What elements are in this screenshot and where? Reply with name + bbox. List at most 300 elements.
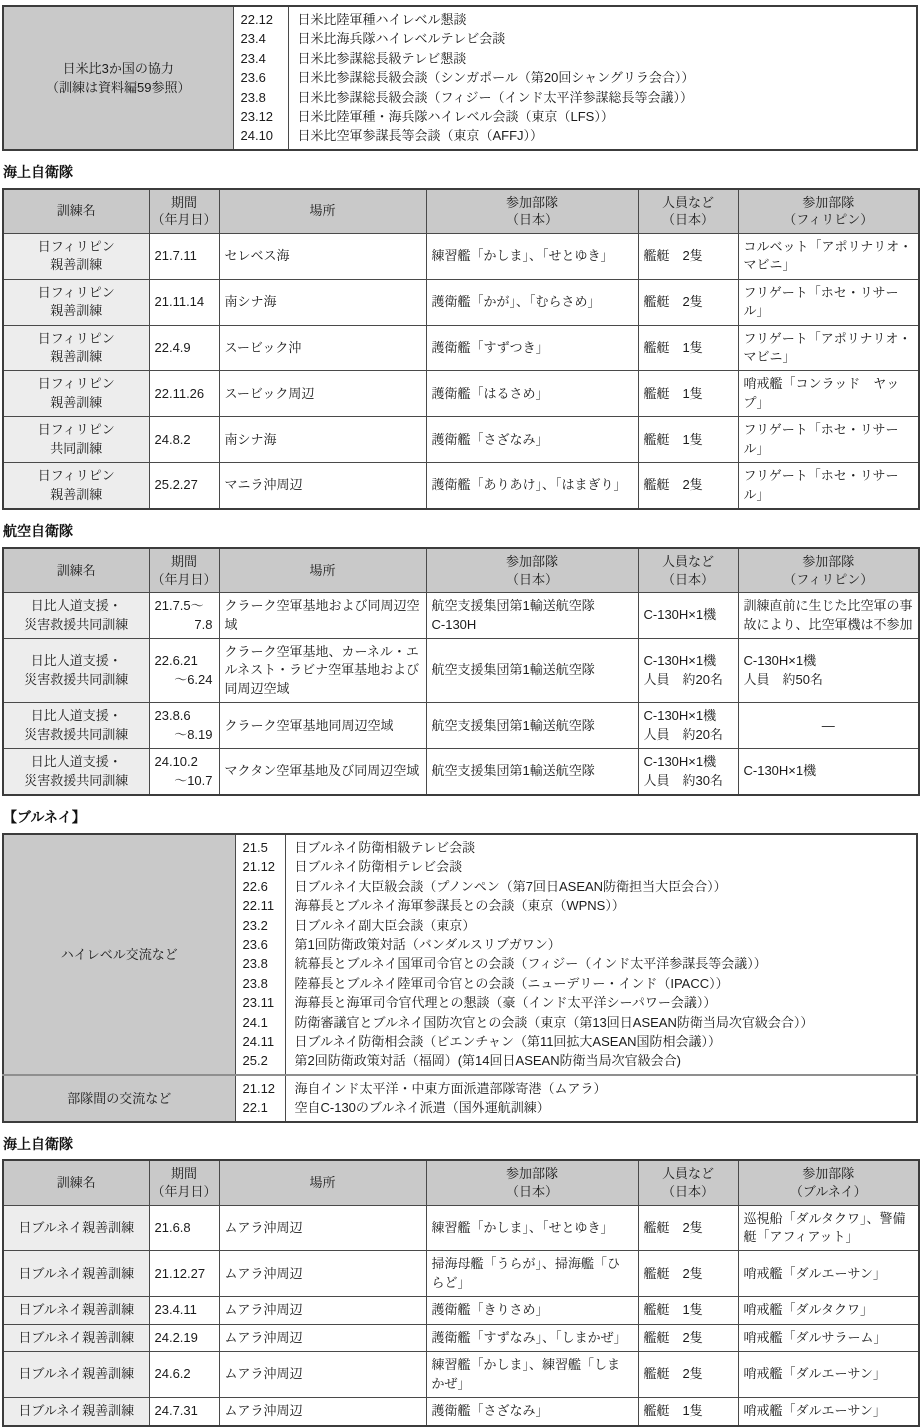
table-row <box>3 325 919 371</box>
brunei-exchanges-table <box>2 833 918 1123</box>
event-date: 23.4 <box>240 50 266 66</box>
event-date: 23.2 <box>242 917 268 933</box>
table-cell <box>426 1297 638 1324</box>
cell-line: 南シナ海 <box>224 293 277 309</box>
cell-line: 災害救援共同訓練 <box>24 726 129 742</box>
cell-line: 哨戒艦「ダルサラーム」 <box>743 1329 887 1345</box>
table-cell <box>738 279 919 325</box>
cell-line: 親善訓練 <box>50 303 103 319</box>
cell-line: 参加部隊 <box>802 1166 855 1182</box>
cell-line: 場所 <box>309 1175 336 1191</box>
event-date: 22.6 <box>242 878 268 894</box>
table-cell <box>738 638 919 702</box>
trilateral-cooperation-table <box>2 5 918 151</box>
cell-line: ムアラ沖周辺 <box>224 1265 303 1281</box>
column-header <box>149 189 219 234</box>
section-title-asdf-philippines: 航空自衛隊 <box>3 523 73 540</box>
table-cell <box>738 1352 919 1398</box>
cell-line: 場所 <box>309 203 336 219</box>
event-date: 22.12 <box>240 12 274 27</box>
table-row <box>3 1297 919 1324</box>
cell-line: 航空支援集団第1輸送航空隊 <box>431 662 595 678</box>
table-cell <box>638 1398 738 1426</box>
cell-line: 24.10.2 <box>154 754 198 770</box>
table-cell <box>738 325 919 371</box>
cell-line: 艦艇 2隻 <box>643 1265 703 1281</box>
cell-line: 艦艇 2隻 <box>643 293 703 309</box>
asdf-philippines-training-table <box>2 547 920 796</box>
cell-line: 艦艇 2隻 <box>643 247 703 263</box>
cell-line: 23.4.11 <box>154 1302 197 1318</box>
cell-line: 21.7.11 <box>154 247 197 263</box>
column-header <box>738 1160 919 1205</box>
cell-line: 航空支援集団第1輸送航空隊 <box>431 717 595 733</box>
event-descriptions-cell <box>285 834 917 1075</box>
table-cell <box>638 463 738 509</box>
column-header <box>219 548 426 593</box>
cell-line: C-130H×1機 <box>643 653 717 669</box>
cell-line: 艦艇 2隻 <box>643 1329 703 1345</box>
cell-line: 艦艇 2隻 <box>643 1219 703 1235</box>
cell-line: 期間 <box>170 1166 197 1182</box>
table-cell <box>219 638 426 702</box>
cell-line: 護衛艦「さざなみ」 <box>431 431 549 447</box>
event-text: 日米比空軍参謀長等会談（東京（AFFJ）） <box>297 128 544 144</box>
cell-line: 災害救援共同訓練 <box>24 772 129 788</box>
cell-line: 護衛艦「さざなみ」 <box>431 1403 549 1419</box>
cell-line: ムアラ沖周辺 <box>224 1302 303 1318</box>
table-row <box>3 638 919 702</box>
table-cell <box>149 1251 219 1297</box>
table-cell <box>426 417 638 463</box>
table-cell <box>219 325 426 371</box>
event-date: 21.12 <box>242 1080 276 1096</box>
cell-line: 護衛艦「すずなみ」、「しまかぜ」 <box>431 1329 627 1345</box>
table-cell <box>219 1352 426 1398</box>
cell-line: ～8.19 <box>174 726 213 742</box>
cell-line: 日ブルネイ親善訓練 <box>18 1265 135 1281</box>
cell-line: ～6.24 <box>174 671 213 687</box>
column-header <box>219 1160 426 1205</box>
cell-line: 人員など <box>661 194 714 210</box>
cell-line: 艦艇 1隻 <box>643 1302 703 1318</box>
cell-line: 日フィリピン <box>37 284 115 300</box>
cell-line: （日本） <box>661 212 714 228</box>
cell-line: 人員 約50名 <box>743 671 823 687</box>
table-cell <box>738 1324 919 1351</box>
event-text: 空自C-130のブルネイ派遣（国外運航訓練） <box>294 1100 550 1116</box>
cell-line: 21.12.27 <box>154 1265 206 1281</box>
cell-line: C-130H <box>431 616 477 632</box>
cell-line: 哨戒艦「ダルエーサン」 <box>743 1403 886 1419</box>
event-date: 23.4 <box>240 31 266 47</box>
table-cell <box>149 1324 219 1351</box>
table-cell <box>219 1251 426 1297</box>
cell-line: 日ブルネイ親善訓練 <box>18 1366 135 1382</box>
cell-line: 23.8.6 <box>154 708 191 724</box>
table-cell <box>426 1398 638 1426</box>
column-header <box>638 189 738 234</box>
cell-line: 哨戒艦「ダルエーサン」 <box>743 1265 886 1281</box>
event-text: 陸幕長とブルネイ陸軍司令官との会談（ニューデリー・インド（IPACC）） <box>294 975 729 991</box>
column-header <box>3 1160 149 1205</box>
column-header <box>426 189 638 234</box>
cell-line: 哨戒艦「ダルタクワ」 <box>743 1302 873 1318</box>
column-header <box>149 548 219 593</box>
cell-line: 護衛艦「ありあけ」、「はまぎり」 <box>431 477 627 493</box>
table-cell <box>638 638 738 702</box>
event-text: 日ブルネイ防衛相テレビ会談 <box>294 859 463 875</box>
table-cell <box>638 749 738 795</box>
table-cell <box>638 279 738 325</box>
table-row <box>3 1205 919 1251</box>
cell-line: クラーク空軍基地、カーネル・エルネスト・ラビナ空軍基地および同周辺空域 <box>224 643 420 696</box>
cell-line: フリゲート「ホセ・リサール」 <box>743 468 899 502</box>
cell-line: クラーク空軍基地同周辺空域 <box>224 717 394 733</box>
table-cell <box>426 1352 638 1398</box>
cell-line: 24.7.31 <box>154 1403 198 1419</box>
cell-line: ムアラ沖周辺 <box>224 1366 303 1382</box>
document-page <box>2 0 918 1427</box>
cell-line: 24.8.2 <box>154 431 191 447</box>
section-title-msdf-philippines: 海上自衛隊 <box>3 163 73 180</box>
cell-line: 人員 約20名 <box>643 671 723 687</box>
cell-line: マクタン空軍基地及び同周辺空域 <box>224 763 420 779</box>
table-cell <box>219 1205 426 1251</box>
cell-line: 艦艇 1隻 <box>643 431 703 447</box>
cell-line: （日本） <box>661 571 714 587</box>
event-text: 統幕長とブルネイ国軍司令官との会談（フィジー（インド太平洋参謀長等会議）） <box>294 956 767 972</box>
column-header <box>638 1160 738 1205</box>
event-dates-cell <box>233 6 288 150</box>
cell-line: （年月日） <box>151 571 217 587</box>
table-cell <box>738 1205 919 1251</box>
table-cell <box>219 371 426 417</box>
cell-line: 22.11.26 <box>154 385 205 401</box>
table-cell <box>3 417 149 463</box>
cell-line: 日比人道支援・ <box>30 598 122 614</box>
column-header <box>738 189 919 234</box>
table-cell <box>219 593 426 639</box>
event-date: 21.5 <box>242 839 268 855</box>
cell-line: セレベス海 <box>224 247 290 263</box>
event-text: 日ブルネイ防衛相会談（ビエンチャン（第11回拡大ASEAN国防相会議）） <box>294 1034 722 1049</box>
cell-line: 参加部隊 <box>505 1166 558 1182</box>
table-cell <box>738 463 919 509</box>
table-row <box>3 1251 919 1297</box>
table-cell <box>219 749 426 795</box>
cell-line: コルベット「アポリナリオ・マビニ」 <box>743 238 913 273</box>
cell-line: 日ブルネイ親善訓練 <box>18 1329 135 1345</box>
table-cell <box>219 1324 426 1351</box>
table-cell <box>638 1251 738 1297</box>
event-date: 23.12 <box>240 109 274 125</box>
table-cell <box>738 703 919 749</box>
event-date: 22.11 <box>242 898 275 914</box>
event-text: 海自インド太平洋・中東方面派遣部隊寄港（ムアラ） <box>294 1080 607 1096</box>
cell-line: （訓練は資料編59参照） <box>46 79 191 95</box>
table-row <box>3 1352 919 1398</box>
table-cell <box>738 1398 919 1426</box>
table-cell <box>638 1205 738 1251</box>
column-header <box>638 548 738 593</box>
cell-line: （日本） <box>505 571 558 587</box>
event-date: 21.12 <box>242 859 276 875</box>
cell-line: 日比人道支援・ <box>30 653 122 669</box>
cell-line: 日フィリピン <box>37 330 115 346</box>
cell-line: （年月日） <box>151 212 217 228</box>
cell-line: 巡視船「ダルタクワ」、警備艇「アフィアット」 <box>743 1210 906 1244</box>
table-row <box>3 703 919 749</box>
cell-line: 人員など <box>661 553 714 569</box>
cell-line: 訓練直前に生じた比空軍の事故により、比空軍機は不参加 <box>743 598 913 632</box>
table-cell <box>149 1352 219 1398</box>
table-cell <box>149 371 219 417</box>
table-row <box>3 749 919 795</box>
table-cell <box>219 233 426 279</box>
cell-line: 参加部隊 <box>802 194 855 210</box>
event-row-group <box>3 1075 917 1122</box>
msdf-brunei-training-table <box>2 1159 920 1426</box>
table-cell <box>3 233 149 279</box>
event-text: 日米比陸軍種ハイレベル懇談 <box>297 12 467 27</box>
event-text: 第2回防衛政策対話（福岡）(第14回日ASEAN防衛当局次官級会合) <box>294 1053 681 1069</box>
cell-line: ムアラ沖周辺 <box>224 1329 303 1345</box>
cell-line: 7.8 <box>194 616 213 632</box>
table-cell <box>638 1352 738 1398</box>
table-cell <box>149 749 219 795</box>
event-dates-cell <box>235 1075 285 1122</box>
table-row <box>3 593 919 639</box>
table-cell <box>3 1205 149 1251</box>
cell-line: 災害救援共同訓練 <box>24 671 129 687</box>
event-date: 24.11 <box>242 1034 275 1049</box>
event-date: 25.2 <box>242 1053 268 1069</box>
cell-line: フリゲート「ホセ・リサール」 <box>743 422 899 456</box>
column-header <box>3 189 149 234</box>
table-cell <box>149 593 219 639</box>
table-cell <box>426 233 638 279</box>
cell-line: 22.4.9 <box>154 339 191 355</box>
table-cell <box>3 463 149 509</box>
table-cell <box>426 593 638 639</box>
cell-line: 日ブルネイ親善訓練 <box>18 1403 135 1419</box>
event-text: 日ブルネイ大臣級会談（プノンペン（第7回日ASEAN防衛担当大臣会合）） <box>294 878 727 894</box>
table-cell <box>3 593 149 639</box>
table-row <box>3 417 919 463</box>
table-cell <box>149 279 219 325</box>
event-text: 日米比参謀総長級会談（フィジー（インド太平洋参謀総長等会議）） <box>297 89 693 105</box>
table-row <box>3 233 919 279</box>
msdf-philippines-training-table <box>2 188 920 511</box>
cell-line: 日フィリピン <box>37 376 115 392</box>
table-cell <box>149 703 219 749</box>
event-text: 日米比陸軍種・海兵隊ハイレベル会談（東京（LFS）） <box>297 109 614 125</box>
table-cell <box>638 703 738 749</box>
cell-line: 訓練名 <box>56 1175 96 1191</box>
cell-line: スービック周辺 <box>224 385 315 401</box>
cell-line: クラーク空軍基地および同周辺空域 <box>224 598 420 632</box>
group-label-cell <box>3 1075 235 1122</box>
table-cell <box>738 1297 919 1324</box>
column-header <box>219 189 426 234</box>
table-cell <box>426 749 638 795</box>
cell-line: 掃海母艦「うらが」、掃海艦「ひらど」 <box>431 1256 621 1290</box>
group-label-cell <box>3 834 235 1075</box>
cell-line: 21.7.5～ <box>154 598 204 614</box>
table-cell <box>3 749 149 795</box>
table-cell <box>149 1205 219 1251</box>
cell-line: 25.2.27 <box>154 477 198 493</box>
table-row <box>3 463 919 509</box>
cell-line: （日本） <box>505 212 558 228</box>
table-cell <box>738 417 919 463</box>
cell-line: ハイレベル交流など <box>60 946 178 962</box>
cell-line: C-130H×1機 <box>743 653 817 669</box>
cell-line: 日ブルネイ親善訓練 <box>18 1219 135 1235</box>
cell-line: 練習艦「かしま」、練習艦「しまかぜ」 <box>431 1357 621 1391</box>
table-cell <box>426 279 638 325</box>
cell-line: 日ブルネイ親善訓練 <box>18 1302 135 1318</box>
table-cell <box>149 1297 219 1324</box>
header-row <box>3 1160 919 1205</box>
cell-line: （日本） <box>661 1183 714 1199</box>
table-cell <box>149 233 219 279</box>
cell-line: 護衛艦「かが」、「むらさめ」 <box>431 293 601 309</box>
cell-line: 共同訓練 <box>50 440 103 456</box>
cell-line: 日比人道支援・ <box>30 754 122 770</box>
event-descriptions-cell <box>288 6 917 150</box>
table-cell <box>738 371 919 417</box>
event-text: 防衛審議官とブルネイ国防次官との会談（東京（第13回日ASEAN防衛当局次官級会合）） <box>294 1014 814 1030</box>
table-cell <box>149 325 219 371</box>
table-cell <box>426 325 638 371</box>
cell-line: 期間 <box>170 194 197 210</box>
table-cell <box>3 325 149 371</box>
table-cell <box>3 1251 149 1297</box>
cell-line: 艦艇 1隻 <box>643 385 703 401</box>
table-cell <box>426 1324 638 1351</box>
cell-line: 人員など <box>661 1166 714 1182</box>
cell-line: 日フィリピン <box>37 238 115 254</box>
table-cell <box>149 417 219 463</box>
cell-line: C-130H×1機 <box>643 708 717 724</box>
event-date: 23.8 <box>242 956 268 972</box>
cell-line: 日フィリピン <box>37 468 115 484</box>
table-cell <box>638 593 738 639</box>
table-row <box>3 1398 919 1426</box>
cell-line: 訓練名 <box>56 562 96 578</box>
table-cell <box>3 1352 149 1398</box>
cell-line: 訓練名 <box>56 203 96 219</box>
table-cell <box>638 371 738 417</box>
table-cell <box>149 638 219 702</box>
cell-line: 護衛艦「すずつき」 <box>431 339 549 355</box>
event-date: 23.6 <box>242 936 268 952</box>
cell-line: 親善訓練 <box>50 349 103 364</box>
cell-line: スービック沖 <box>224 339 302 355</box>
cell-line: C-130H×1機 <box>643 754 717 770</box>
column-header <box>149 1160 219 1205</box>
cell-line: 航空支援集団第1輸送航空隊 <box>431 763 595 779</box>
cell-line: 練習艦「かしま」、「せとゆき」 <box>431 247 614 263</box>
cell-line: 哨戒艦「ダルエーサン」 <box>743 1366 886 1382</box>
table-cell <box>426 1205 638 1251</box>
cell-line: ～10.7 <box>174 772 213 788</box>
table-cell <box>149 1398 219 1426</box>
table-cell <box>738 1251 919 1297</box>
event-dates-cell <box>235 834 285 1075</box>
table-cell <box>426 703 638 749</box>
cell-line: 期間 <box>170 553 197 569</box>
table-cell <box>3 1324 149 1351</box>
cell-line: 日フィリピン <box>37 422 115 438</box>
section-title-brunei: 【ブルネイ】 <box>3 809 86 826</box>
cell-line: 参加部隊 <box>505 553 558 569</box>
cell-line: ムアラ沖周辺 <box>224 1403 303 1419</box>
cell-line: 艦艇 1隻 <box>643 1403 703 1419</box>
table-cell <box>149 463 219 509</box>
table-cell <box>219 417 426 463</box>
event-descriptions-cell <box>285 1075 917 1122</box>
column-header <box>426 1160 638 1205</box>
cell-line: 24.2.19 <box>154 1329 198 1345</box>
event-text: 日ブルネイ防衛相級テレビ会談 <box>294 839 476 855</box>
event-row-group <box>3 834 917 1075</box>
cell-line: フリゲート「ホセ・リサール」 <box>743 284 899 319</box>
cell-line: 哨戒艦「コンラッド ヤップ」 <box>743 376 900 410</box>
cell-line: ― <box>821 717 835 733</box>
table-cell <box>426 371 638 417</box>
cell-line: 災害救援共同訓練 <box>24 616 129 632</box>
table-cell <box>3 279 149 325</box>
cell-line: 親善訓練 <box>50 394 103 410</box>
cell-line: 護衛艦「きりさめ」 <box>431 1302 549 1318</box>
table-cell <box>219 1297 426 1324</box>
cell-line: 航空支援集団第1輸送航空隊 <box>431 598 595 614</box>
cell-line: C-130H×1機 <box>643 607 717 623</box>
cell-line: （フィリピン） <box>783 571 874 587</box>
column-header <box>3 548 149 593</box>
cell-line: （日本） <box>505 1183 558 1199</box>
table-cell <box>219 703 426 749</box>
table-cell <box>738 593 919 639</box>
table-cell <box>3 1398 149 1426</box>
cell-line: 人員 約30名 <box>643 772 723 788</box>
cell-line: 親善訓練 <box>50 486 103 502</box>
column-header <box>426 548 638 593</box>
event-text: 第1回防衛政策対話（バンダルスリブガワン） <box>294 936 561 952</box>
cell-line: ムアラ沖周辺 <box>224 1219 303 1235</box>
cell-line: （フィリピン） <box>783 212 874 228</box>
event-date: 23.11 <box>242 995 275 1011</box>
table-cell <box>638 233 738 279</box>
cell-line: 艦艇 1隻 <box>643 339 703 355</box>
cell-line: 参加部隊 <box>802 553 855 569</box>
event-text: 日米比参謀総長級テレビ懇談 <box>297 50 467 66</box>
table-cell <box>426 463 638 509</box>
cell-line: （ブルネイ） <box>789 1183 867 1199</box>
cell-line: 艦艇 2隻 <box>643 477 703 493</box>
event-text: 海幕長とブルネイ海軍参謀長との会談（東京（WPNS）） <box>294 898 625 914</box>
cell-line: 24.6.2 <box>154 1366 191 1382</box>
cell-line: 22.6.21 <box>154 653 198 669</box>
table-cell <box>426 638 638 702</box>
event-date: 24.10 <box>240 128 274 144</box>
table-cell <box>638 1324 738 1351</box>
cell-line: 練習艦「かしま」、「せとゆき」 <box>431 1219 614 1235</box>
event-row-group <box>3 6 917 150</box>
